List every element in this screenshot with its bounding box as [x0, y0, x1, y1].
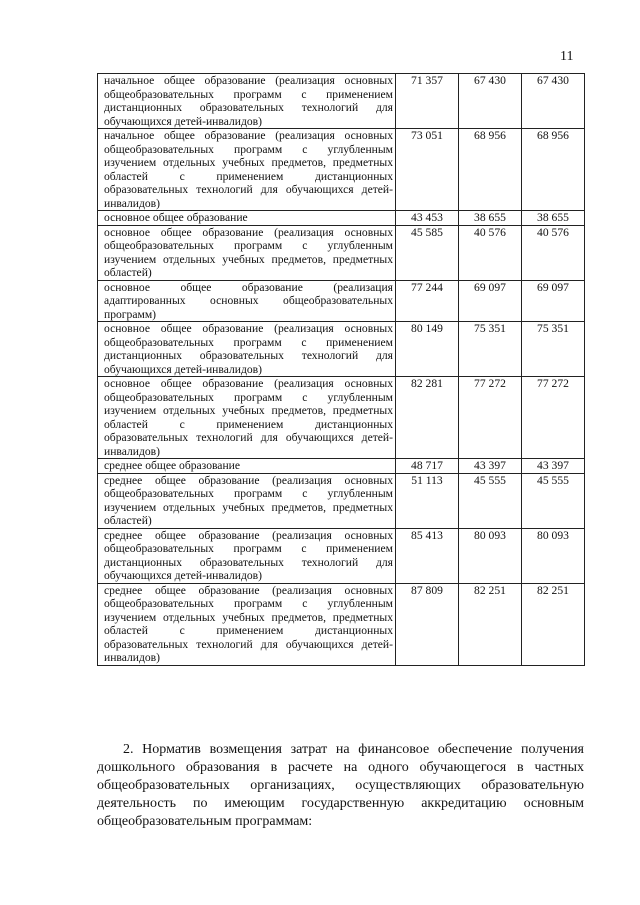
row-value-1-cell: 71 357	[396, 74, 459, 129]
row-value-1-cell: 51 113	[396, 473, 459, 528]
row-value-2-cell: 45 555	[459, 473, 522, 528]
row-value-1-cell: 73 051	[396, 129, 459, 211]
row-value-2-cell: 38 655	[459, 211, 522, 226]
row-value-3-cell: 67 430	[522, 74, 585, 129]
row-name-cell: основное общее образование (реализация адаптированных основных общеобразовательных программ)	[98, 280, 396, 322]
row-value-2-cell: 43 397	[459, 459, 522, 474]
row-name-cell: основное общее образование (реализация основных общеобразовательных программ с углубленным изучением отдельных учебных предметов, предметных областей с применением дистанционных образовательных технологий для обучающихся детей-инвалидов)	[98, 377, 396, 459]
row-value-3-cell: 77 272	[522, 377, 585, 459]
row-name-cell: основное общее образование	[98, 211, 396, 226]
row-name-cell: начальное общее образование (реализация основных общеобразовательных программ с применением дистанционных образовательных технологий для обучающихся детей-инвалидов)	[98, 74, 396, 129]
table-row	[98, 74, 585, 129]
row-value-1-cell: 43 453	[396, 211, 459, 226]
row-value-3-cell: 82 251	[522, 583, 585, 665]
row-value-2-cell: 77 272	[459, 377, 522, 459]
table-row	[98, 459, 585, 474]
row-value-3-cell: 38 655	[522, 211, 585, 226]
row-name-cell: среднее общее образование (реализация основных общеобразовательных программ с углубленным изучением отдельных учебных предметов, предметных областей)	[98, 473, 396, 528]
table-row	[98, 583, 585, 665]
row-value-3-cell: 40 576	[522, 225, 585, 280]
row-name-cell: среднее общее образование (реализация основных общеобразовательных программ с применением дистанционных образовательных технологий для обучающихся детей-инвалидов)	[98, 528, 396, 583]
row-name-cell: основное общее образование (реализация основных общеобразовательных программ с применением дистанционных образовательных технологий для обучающихся детей-инвалидов)	[98, 322, 396, 377]
row-value-3-cell: 45 555	[522, 473, 585, 528]
row-value-1-cell: 48 717	[396, 459, 459, 474]
table-row	[98, 225, 585, 280]
row-name-cell: среднее общее образование	[98, 459, 396, 474]
row-value-1-cell: 45 585	[396, 225, 459, 280]
row-value-2-cell: 80 093	[459, 528, 522, 583]
norms-table	[97, 73, 585, 666]
row-name-cell: среднее общее образование (реализация основных общеобразовательных программ с углубленным изучением отдельных учебных предметов, предметных областей с применением дистанционных образовательных технологий для обучающихся детей-инвалидов)	[98, 583, 396, 665]
row-value-1-cell: 80 149	[396, 322, 459, 377]
row-value-3-cell: 80 093	[522, 528, 585, 583]
row-value-2-cell: 75 351	[459, 322, 522, 377]
row-value-3-cell: 68 956	[522, 129, 585, 211]
row-value-2-cell: 82 251	[459, 583, 522, 665]
row-value-1-cell: 85 413	[396, 528, 459, 583]
row-name-cell: основное общее образование (реализация основных общеобразовательных программ с углубленным изучением отдельных учебных предметов, предметных областей)	[98, 225, 396, 280]
section-2-paragraph: 2. Норматив возмещения затрат на финансовое обеспечение получения дошкольного образования в расчете на одного обучающегося в частных общеобразовательных организациях, осуществляющих образовательную деятельность по имеющим государственную аккредитацию основным общеобразовательным программам:	[97, 742, 584, 829]
row-value-1-cell: 82 281	[396, 377, 459, 459]
row-value-1-cell: 77 244	[396, 280, 459, 322]
row-value-3-cell: 75 351	[522, 322, 585, 377]
row-value-1-cell: 87 809	[396, 583, 459, 665]
row-value-3-cell: 69 097	[522, 280, 585, 322]
table-row	[98, 377, 585, 459]
table-row	[98, 322, 585, 377]
row-name-cell: начальное общее образование (реализация основных общеобразовательных программ с углубленным изучением отдельных учебных предметов, предметных областей с применением дистанционных образовательных технологий для обучающихся детей-инвалидов)	[98, 129, 396, 211]
table-row	[98, 473, 585, 528]
row-value-3-cell: 43 397	[522, 459, 585, 474]
norms-table-body	[98, 74, 585, 666]
row-value-2-cell: 67 430	[459, 74, 522, 129]
row-value-2-cell: 40 576	[459, 225, 522, 280]
page-number: 11	[560, 49, 574, 64]
row-value-2-cell: 69 097	[459, 280, 522, 322]
row-value-2-cell: 68 956	[459, 129, 522, 211]
table-row	[98, 129, 585, 211]
table-row	[98, 280, 585, 322]
table-row	[98, 528, 585, 583]
table-row	[98, 211, 585, 226]
